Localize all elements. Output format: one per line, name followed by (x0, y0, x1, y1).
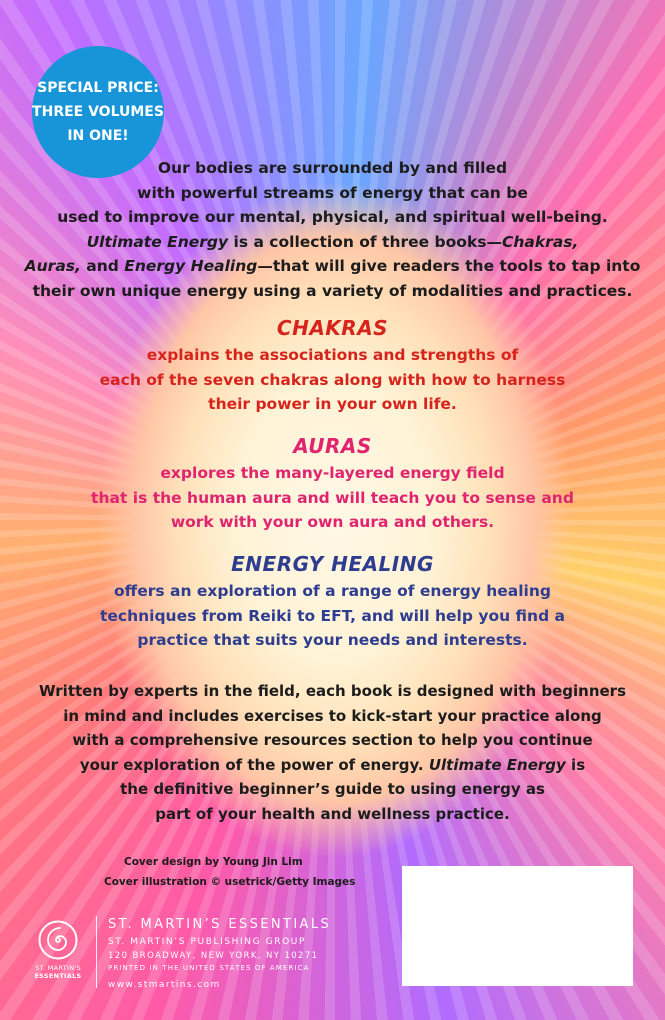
closing-line: the definitive beginner’s guide to using energy as (120, 780, 545, 798)
chakras-line: explains the associations and strengths of (146, 346, 519, 364)
book-title: Ultimate Energy (86, 232, 229, 251)
chakras-line: each of the seven chakras along with how to harness (99, 370, 566, 389)
closing-line: part of your health and wellness practice. (155, 804, 510, 823)
publisher-group: ST. MARTIN’S PUBLISHING GROUP (108, 937, 306, 947)
closing-line (20, 753, 645, 778)
closing-text: is (565, 755, 586, 774)
intro-line: used to improve our mental, physical, and spiritual well-being. (57, 208, 608, 226)
auras-title: AURAS (293, 434, 372, 458)
chakras-description (20, 343, 645, 417)
cover-illustration-credit: Cover illustration © usetrick/Getty Images (104, 876, 356, 888)
chakras-title: CHAKRAS (276, 316, 389, 340)
book-title: Chakras, (502, 232, 579, 251)
intro-text: —that will give readers the tools to tap into (257, 257, 641, 275)
intro-line (20, 230, 645, 255)
intro-line: their own unique energy using a variety of modalities and practices. (32, 281, 633, 300)
logo-text: ESSENTIALS (34, 972, 82, 980)
chakras-line: their power in your own life. (208, 395, 457, 413)
publisher-logo (28, 920, 88, 990)
imprint-name: ST. MARTIN’S ESSENTIALS (108, 917, 332, 932)
energy-healing-line: techniques from Reiki to EFT, and will help you find a (99, 606, 566, 625)
book-title: Ultimate Energy (428, 755, 566, 774)
publisher-address: 120 BROADWAY, NEW YORK, NY 10271 (108, 951, 319, 961)
closing-line: in mind and includes exercises to kick-start your practice along (63, 706, 602, 725)
intro-text: and (80, 257, 125, 275)
intro-line: with powerful streams of energy that can be (137, 183, 528, 202)
energy-healing-title: ENERGY HEALING (231, 552, 434, 576)
book-title: Auras, (24, 257, 81, 275)
auras-description (20, 461, 645, 535)
book-title: Energy Healing (124, 257, 258, 275)
badge-line: SPECIAL PRICE: (37, 80, 159, 96)
intro-line (20, 254, 645, 279)
auras-line: explores the many-layered energy field (160, 464, 505, 482)
closing-line: with a comprehensive resources section to help you continue (72, 731, 593, 749)
barcode-area (402, 866, 633, 986)
intro-text: is a collection of three books— (228, 232, 502, 251)
printed-notice: PRINTED IN THE UNITED STATES OF AMERICA (108, 964, 310, 972)
energy-healing-description (20, 579, 645, 653)
energy-healing-line: practice that suits your needs and interests. (137, 631, 528, 649)
spiral-logo-icon (38, 920, 78, 960)
intro-paragraph (20, 156, 645, 303)
cover-design-credit: Cover design by Young Jin Lim (124, 856, 303, 868)
publisher-url[interactable]: www.stmartins.com (108, 980, 221, 990)
closing-paragraph (20, 679, 645, 826)
badge-line: THREE VOLUMES (32, 104, 164, 120)
logo-text: ST. MARTIN'S (35, 964, 81, 972)
energy-healing-line: offers an exploration of a range of energy healing (114, 582, 551, 600)
imprint-divider (96, 916, 97, 988)
auras-line: that is the human aura and will teach you to sense and (91, 488, 574, 507)
closing-line: Written by experts in the field, each book is designed with beginners (39, 682, 626, 700)
intro-line: Our bodies are surrounded by and filled (157, 159, 508, 177)
closing-text: your exploration of the power of energy. (79, 755, 429, 774)
auras-line: work with your own aura and others. (170, 513, 495, 531)
badge-line: IN ONE! (67, 128, 129, 144)
